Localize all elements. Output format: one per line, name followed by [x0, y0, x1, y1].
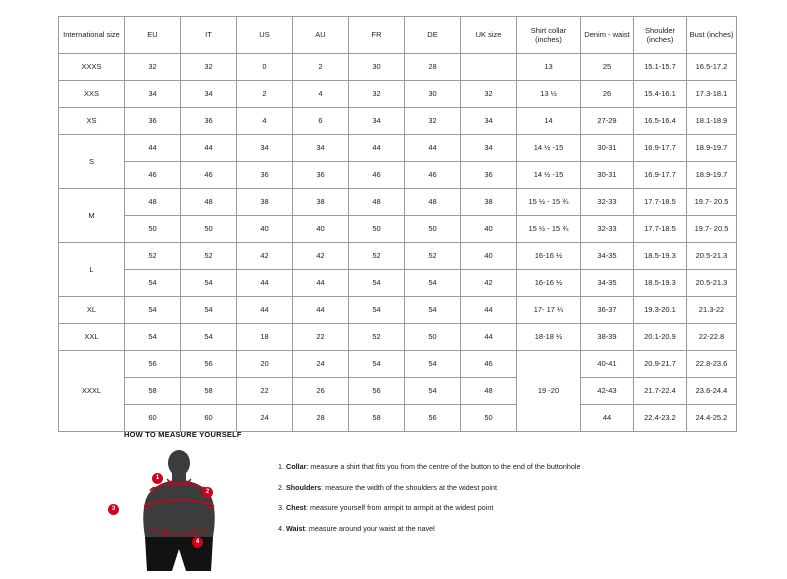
cell-denim-waist: 30-31 [581, 162, 634, 189]
cell-uk-size: 42 [461, 270, 517, 297]
cell-bust: 16.5-17.2 [687, 54, 737, 81]
cell-bust: 20.5-21.3 [687, 270, 737, 297]
table-row [59, 135, 737, 162]
cell-shoulder: 16.5-16.4 [634, 108, 687, 135]
cell-au: 44 [293, 270, 349, 297]
cell-au: 44 [293, 297, 349, 324]
cell-bust: 19.7- 20.5 [687, 216, 737, 243]
cell-us: 34 [237, 135, 293, 162]
cell-uk-size: 38 [461, 189, 517, 216]
torso-illustration [124, 449, 234, 574]
column-header-fr: FR [349, 17, 405, 54]
cell-denim-waist: 42-43 [581, 378, 634, 405]
instruction-number: 1. [278, 462, 286, 471]
instruction-text: : measure the width of the shoulders at the widest point [321, 482, 497, 492]
cell-shoulder: 22.4-23.2 [634, 405, 687, 432]
cell-eu: 52 [125, 243, 181, 270]
marker-2: 2 [202, 487, 213, 498]
cell-shoulder: 16.9-17.7 [634, 162, 687, 189]
marker-1: 1 [152, 473, 163, 484]
cell-it: 46 [181, 162, 237, 189]
measure-instruction-item [278, 463, 580, 472]
instruction-label: Collar [286, 462, 307, 471]
instruction-number: 3. [278, 503, 286, 513]
cell-de: 52 [405, 243, 461, 270]
cell-it: 50 [181, 216, 237, 243]
cell-eu: 56 [125, 351, 181, 378]
cell-eu: 46 [125, 162, 181, 189]
instruction-label: Waist [286, 523, 305, 533]
cell-fr: 54 [349, 270, 405, 297]
cell-fr: 56 [349, 378, 405, 405]
table-row [59, 108, 737, 135]
cell-uk-size: 34 [461, 108, 517, 135]
cell-de: 30 [405, 81, 461, 108]
cell-de: 32 [405, 108, 461, 135]
cell-it: 54 [181, 297, 237, 324]
cell-au: 6 [293, 108, 349, 135]
cell-eu: 36 [125, 108, 181, 135]
cell-uk-size: 40 [461, 243, 517, 270]
cell-it: 36 [181, 108, 237, 135]
cell-it: 52 [181, 243, 237, 270]
cell-eu: 54 [125, 270, 181, 297]
instruction-label: Shoulders [286, 482, 322, 492]
cell-us: 24 [237, 405, 293, 432]
how-to-measure-title: HOW TO MEASURE YOURSELF [124, 430, 242, 439]
cell-de: 44 [405, 135, 461, 162]
marker-3: 3 [108, 504, 119, 515]
cell-us: 0 [237, 54, 293, 81]
cell-de: 50 [405, 324, 461, 351]
cell-bust: 22-22.8 [687, 324, 737, 351]
cell-uk-size: 46 [461, 351, 517, 378]
cell-us: 42 [237, 243, 293, 270]
cell-international-size: XXS [59, 81, 125, 108]
table-row [59, 81, 737, 108]
cell-shoulder: 15.4-16.1 [634, 81, 687, 108]
cell-us: 18 [237, 324, 293, 351]
cell-fr: 52 [349, 324, 405, 351]
cell-fr: 44 [349, 135, 405, 162]
column-header-international-size: International size [59, 17, 125, 54]
table-row [59, 351, 737, 378]
cell-shoulder: 19.3-20.1 [634, 297, 687, 324]
cell-shirt-collar: 16-16 ½ [517, 243, 581, 270]
size-chart-table [58, 16, 737, 432]
cell-bust: 18.1-18.9 [687, 108, 737, 135]
table-header-row [59, 17, 737, 54]
cell-fr: 54 [349, 297, 405, 324]
cell-international-size: XXXL [59, 351, 125, 432]
cell-international-size: L [59, 243, 125, 297]
column-header-uk-size: UK size [461, 17, 517, 54]
cell-denim-waist: 40-41 [581, 351, 634, 378]
cell-shirt-collar: 14 ½ -15 [517, 135, 581, 162]
table-row [59, 270, 737, 297]
cell-uk-size: 34 [461, 135, 517, 162]
column-header-shirt-collar: Shirt collar (inches) [517, 17, 581, 54]
table-row [59, 243, 737, 270]
instruction-number: 2. [278, 482, 286, 492]
column-header-shoulder: Shoulder (inches) [634, 17, 687, 54]
cell-it: 58 [181, 378, 237, 405]
table-row [59, 324, 737, 351]
cell-shirt-collar: 14 ½ -15 [517, 162, 581, 189]
cell-denim-waist: 34-35 [581, 243, 634, 270]
cell-de: 54 [405, 270, 461, 297]
cell-shirt-collar: 13 ½ [517, 81, 581, 108]
cell-uk-size: 32 [461, 81, 517, 108]
cell-denim-waist: 26 [581, 81, 634, 108]
cell-au: 26 [293, 378, 349, 405]
column-header-us: US [237, 17, 293, 54]
table-row [59, 297, 737, 324]
cell-au: 4 [293, 81, 349, 108]
cell-shoulder: 18.5-19.3 [634, 243, 687, 270]
cell-bust: 20.5-21.3 [687, 243, 737, 270]
cell-de: 56 [405, 405, 461, 432]
cell-de: 50 [405, 216, 461, 243]
cell-eu: 58 [125, 378, 181, 405]
cell-bust: 23.6-24.4 [687, 378, 737, 405]
cell-it: 44 [181, 135, 237, 162]
cell-international-size: S [59, 135, 125, 189]
cell-it: 56 [181, 351, 237, 378]
cell-denim-waist: 27-29 [581, 108, 634, 135]
table-row [59, 189, 737, 216]
cell-shoulder: 15.1-15.7 [634, 54, 687, 81]
cell-uk-size: 48 [461, 378, 517, 405]
cell-fr: 54 [349, 351, 405, 378]
cell-us: 2 [237, 81, 293, 108]
cell-uk-size: 44 [461, 324, 517, 351]
cell-de: 54 [405, 378, 461, 405]
measure-instruction-item [278, 484, 580, 493]
cell-it: 48 [181, 189, 237, 216]
table-row [59, 216, 737, 243]
cell-eu: 48 [125, 189, 181, 216]
cell-fr: 48 [349, 189, 405, 216]
cell-au: 22 [293, 324, 349, 351]
cell-international-size: XXL [59, 324, 125, 351]
cell-eu: 34 [125, 81, 181, 108]
cell-shoulder: 16.9-17.7 [634, 135, 687, 162]
cell-us: 36 [237, 162, 293, 189]
measure-instruction-item [278, 504, 580, 513]
cell-denim-waist: 25 [581, 54, 634, 81]
cell-it: 34 [181, 81, 237, 108]
table-body [59, 54, 737, 432]
cell-us: 44 [237, 270, 293, 297]
instruction-text: : measure a shirt that fits you from the centre of the button to the end of the buttonhole [306, 462, 581, 471]
table-row [59, 378, 737, 405]
instruction-text: : measure yourself from armpit to armpit at the widest point [305, 503, 494, 513]
cell-fr: 50 [349, 216, 405, 243]
cell-shirt-collar: 16-16 ½ [517, 270, 581, 297]
how-to-measure-section [111, 430, 744, 574]
cell-denim-waist: 30-31 [581, 135, 634, 162]
measure-instructions [278, 449, 580, 546]
cell-bust: 18.9-19.7 [687, 162, 737, 189]
cell-shirt-collar: 14 [517, 108, 581, 135]
cell-au: 42 [293, 243, 349, 270]
cell-de: 54 [405, 297, 461, 324]
cell-shirt-collar: 15 ½ - 15 ¾ [517, 216, 581, 243]
table-row [59, 162, 737, 189]
cell-bust: 24.4-25.2 [687, 405, 737, 432]
cell-au: 40 [293, 216, 349, 243]
cell-shirt-collar: 15 ½ - 15 ¾ [517, 189, 581, 216]
cell-shoulder: 21.7-22.4 [634, 378, 687, 405]
cell-us: 40 [237, 216, 293, 243]
cell-de: 28 [405, 54, 461, 81]
cell-uk-size: 44 [461, 297, 517, 324]
marker-4: 4 [192, 537, 203, 548]
cell-denim-waist: 32-33 [581, 189, 634, 216]
cell-eu: 54 [125, 297, 181, 324]
body-diagram [111, 449, 234, 574]
cell-shoulder: 20.9-21.7 [634, 351, 687, 378]
cell-eu: 60 [125, 405, 181, 432]
cell-fr: 52 [349, 243, 405, 270]
cell-bust: 21.3-22 [687, 297, 737, 324]
cell-shoulder: 18.5-19.3 [634, 270, 687, 297]
cell-uk-size: 40 [461, 216, 517, 243]
cell-us: 4 [237, 108, 293, 135]
cell-shoulder: 17.7-18.5 [634, 189, 687, 216]
cell-de: 54 [405, 351, 461, 378]
cell-it: 54 [181, 270, 237, 297]
measure-instruction-item [278, 525, 580, 534]
cell-bust: 22.8-23.6 [687, 351, 737, 378]
cell-denim-waist: 44 [581, 405, 634, 432]
cell-au: 28 [293, 405, 349, 432]
cell-us: 20 [237, 351, 293, 378]
cell-shirt-collar: 19 -20 [517, 351, 581, 432]
cell-eu: 32 [125, 54, 181, 81]
cell-shoulder: 17.7-18.5 [634, 216, 687, 243]
column-header-denim-waist: Denim - waist [581, 17, 634, 54]
cell-fr: 58 [349, 405, 405, 432]
cell-eu: 50 [125, 216, 181, 243]
cell-international-size: XXXS [59, 54, 125, 81]
cell-bust: 18.9-19.7 [687, 135, 737, 162]
cell-international-size: M [59, 189, 125, 243]
cell-us: 38 [237, 189, 293, 216]
cell-shoulder: 20.1-20.9 [634, 324, 687, 351]
cell-de: 48 [405, 189, 461, 216]
cell-au: 24 [293, 351, 349, 378]
cell-international-size: XS [59, 108, 125, 135]
cell-fr: 30 [349, 54, 405, 81]
cell-it: 60 [181, 405, 237, 432]
cell-us: 22 [237, 378, 293, 405]
cell-shirt-collar: 13 [517, 54, 581, 81]
column-header-au: AU [293, 17, 349, 54]
cell-denim-waist: 36-37 [581, 297, 634, 324]
cell-de: 46 [405, 162, 461, 189]
cell-bust: 17.3-18.1 [687, 81, 737, 108]
cell-international-size: XL [59, 297, 125, 324]
cell-it: 54 [181, 324, 237, 351]
cell-au: 34 [293, 135, 349, 162]
cell-denim-waist: 32-33 [581, 216, 634, 243]
cell-eu: 54 [125, 324, 181, 351]
cell-au: 38 [293, 189, 349, 216]
column-header-bust: Bust (inches) [687, 17, 737, 54]
cell-denim-waist: 34-35 [581, 270, 634, 297]
cell-us: 44 [237, 297, 293, 324]
column-header-de: DE [405, 17, 461, 54]
cell-uk-size [461, 54, 517, 81]
column-header-eu: EU [125, 17, 181, 54]
cell-au: 36 [293, 162, 349, 189]
cell-uk-size: 36 [461, 162, 517, 189]
cell-bust: 19.7- 20.5 [687, 189, 737, 216]
column-header-it: IT [181, 17, 237, 54]
instruction-text: : measure around your waist at the navel [304, 523, 435, 533]
cell-it: 32 [181, 54, 237, 81]
cell-au: 2 [293, 54, 349, 81]
cell-fr: 32 [349, 81, 405, 108]
table-row [59, 405, 737, 432]
cell-uk-size: 50 [461, 405, 517, 432]
cell-denim-waist: 38-39 [581, 324, 634, 351]
instruction-label: Chest [286, 503, 306, 513]
cell-fr: 46 [349, 162, 405, 189]
table-row [59, 54, 737, 81]
cell-shirt-collar: 18-18 ½ [517, 324, 581, 351]
instruction-number: 4. [278, 523, 286, 533]
cell-fr: 34 [349, 108, 405, 135]
cell-shirt-collar: 17- 17 ¼ [517, 297, 581, 324]
cell-eu: 44 [125, 135, 181, 162]
